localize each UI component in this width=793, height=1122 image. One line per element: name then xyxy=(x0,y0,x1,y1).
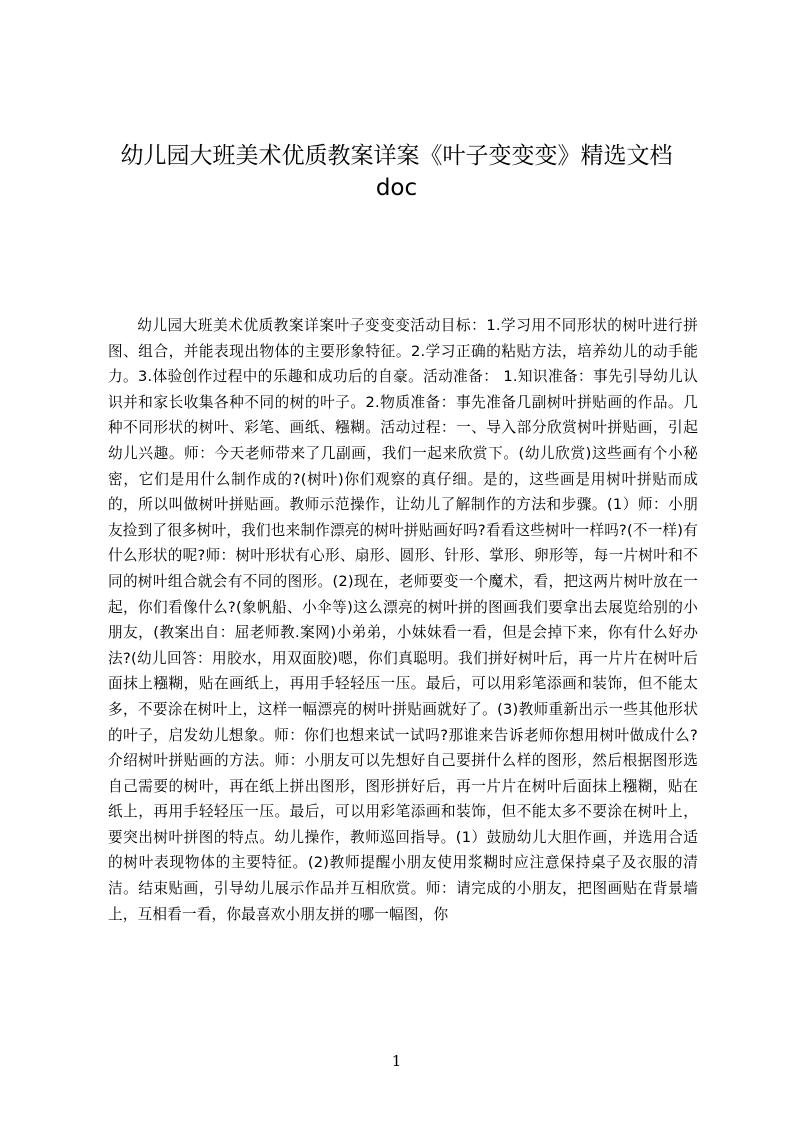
title-line-2: doc xyxy=(375,175,418,201)
page-title xyxy=(0,140,793,204)
body-paragraph: 幼儿园大班美术优质教案详案叶子变变变活动目标：1.学习用不同形状的树叶进行拼图、组合，并能表现出物体的主要形象特征。2.学习正确的粘贴方法，培养幼儿的动手能力。3.体验创作过程中的乐趣和成功后的自豪。活动准备： 1.知识准备：事先引导幼儿认识并和家长收集各种不同的树的叶子。2.物质准备：事先准备几副树叶拼贴画的作品。几种不同形状的树叶、彩笔、画纸、糨糊。活动过程：一、导入部分欣赏树叶拼贴画，引起幼儿兴趣。师：今天老师带来了几副画，我们一起来欣赏下。(幼儿欣赏)这些画有个小秘密，它们是用什么制作成的?(树叶)你们观察的真仔细。是的，这些画是用树叶拼贴而成的，所以叫做树叶拼贴画。教师示范操作，让幼儿了解制作的方法和步骤。(1）师：小朋友捡到了很多树叶，我们也来制作漂亮的树叶拼贴画好吗?看看这些树叶一样吗?(不一样)有什么形状的呢?师：树叶形状有心形、扇形、圆形、针形、掌形、卵形等，每一片树叶和不同的树叶组合就会有不同的图形。(2)现在，老师要变一个魔术，看，把这两片树叶放在一起，你们看像什么?(象帆船、小伞等)这么漂亮的树叶拼的图画我们要拿出去展览给别的小朋友，(教案出自：屈老师教.案网)小弟弟，小妹妹看一看，但是会掉下来，你有什么好办法?(幼儿回答：用胶水，用双面胶)嗯，你们真聪明。我们拼好树叶后，再一片片在树叶后面抹上糨糊，贴在画纸上，再用手轻轻压一压。最后，可以用彩笔添画和装饰，但不能太多，不要涂在树叶上，这样一幅漂亮的树叶拼贴画就好了。(3)教师重新出示一些其他形状的叶子，启发幼儿想象。师：你们也想来试一试吗?那谁来告诉老师你想用树叶做成什么?介绍树叶拼贴画的方法。师：小朋友可以先想好自己要拼什么样的图形，然后根据图形选自己需要的树叶，再在纸上拼出图形，图形拼好后，再一片片在树叶后面抹上糨糊，贴在纸上，再用手轻轻压一压。最后，可以用彩笔添画和装饰，但不能太多不要涂在树叶上，要突出树叶拼图的特点。幼儿操作，教师巡回指导。(1）鼓励幼儿大胆作画，并选用合适的树叶表现物体的主要特征。(2)教师提醒小朋友使用浆糊时应注意保持桌子及衣服的清洁。结束贴画，引导幼儿展示作品并互相欣赏。师：请完成的小朋友，把图画贴在背景墙上，互相看一看，你最喜欢小朋友拼的哪一幅图，你 xyxy=(108,317,698,923)
page-number: 1 xyxy=(391,1052,402,1070)
title-line-1: 幼儿园大班美术优质教案详案《叶子变变变》精选文档 xyxy=(120,143,673,169)
